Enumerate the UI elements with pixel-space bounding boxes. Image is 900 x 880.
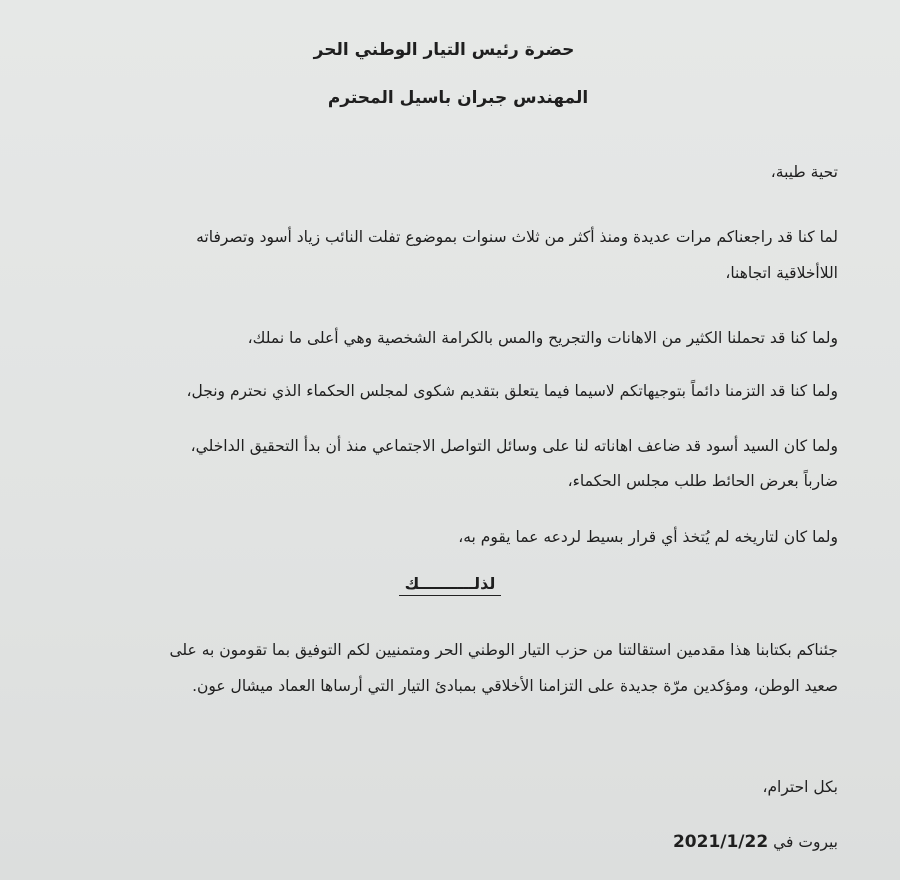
addressee-name: المهندس جبران باسيل المحترم [327, 88, 589, 108]
paragraph-1-line-2: اللاأخلاقية اتجاهنا، [725, 264, 838, 282]
paragraph-2: ولما كنا قد تحملنا الكثير من الاهانات والتجريح والمس بالكرامة الشخصية وهي أعلى ما نملك، [247, 329, 838, 347]
paragraph-3: ولما كنا قد التزمنا دائماً بتوجيهاتكم لاسيما فيما يتعلق بتقديم شكوى لمجلس الحكماء الذي نحترم ونجل، [186, 382, 838, 400]
therefore-heading [0, 574, 900, 593]
paragraph-5: ولما كان لتاريخه لم يُتخذ أي قرار بسيط لردعه عما يقوم به، [458, 528, 838, 546]
greeting: تحية طيبة، [770, 163, 838, 181]
final-paragraph-line-1: جئناكم بكتابنا هذا مقدمين استقالتنا من حزب التيار الوطني الحر ومتمنيين لكم التوفيق بما تقومون به على [169, 641, 838, 659]
letter-date: 2021/1/22 [672, 832, 769, 852]
place-prefix: بيروت في [773, 833, 838, 851]
paragraph-4-line-1: ولما كان السيد أسود قد ضاعف اهاناته لنا على وسائل التواصل الاجتماعي منذ أن بدأ التحقيق الداخلي، [190, 437, 838, 455]
paragraph-1-line-1: لما كنا قد راجعناكم مرات عديدة ومنذ أكثر من ثلاث سنوات بموضوع تفلت النائب زياد أسود وتصرفاته [196, 228, 838, 246]
therefore-text: لذلــــــــــك [399, 574, 502, 596]
paragraph-4-line-2: ضارباً بعرض الحائط طلب مجلس الحكماء، [567, 472, 838, 490]
final-paragraph-line-2: صعيد الوطن، ومؤكدين مرّة جديدة على التزامنا الأخلاقي بمبادئ التيار التي أرساها العماد ميشال عون. [192, 677, 838, 695]
place-date [673, 832, 838, 852]
addressee-title: حضرة رئيس التيار الوطني الحر [313, 40, 575, 60]
closing: بكل احترام، [762, 778, 838, 796]
